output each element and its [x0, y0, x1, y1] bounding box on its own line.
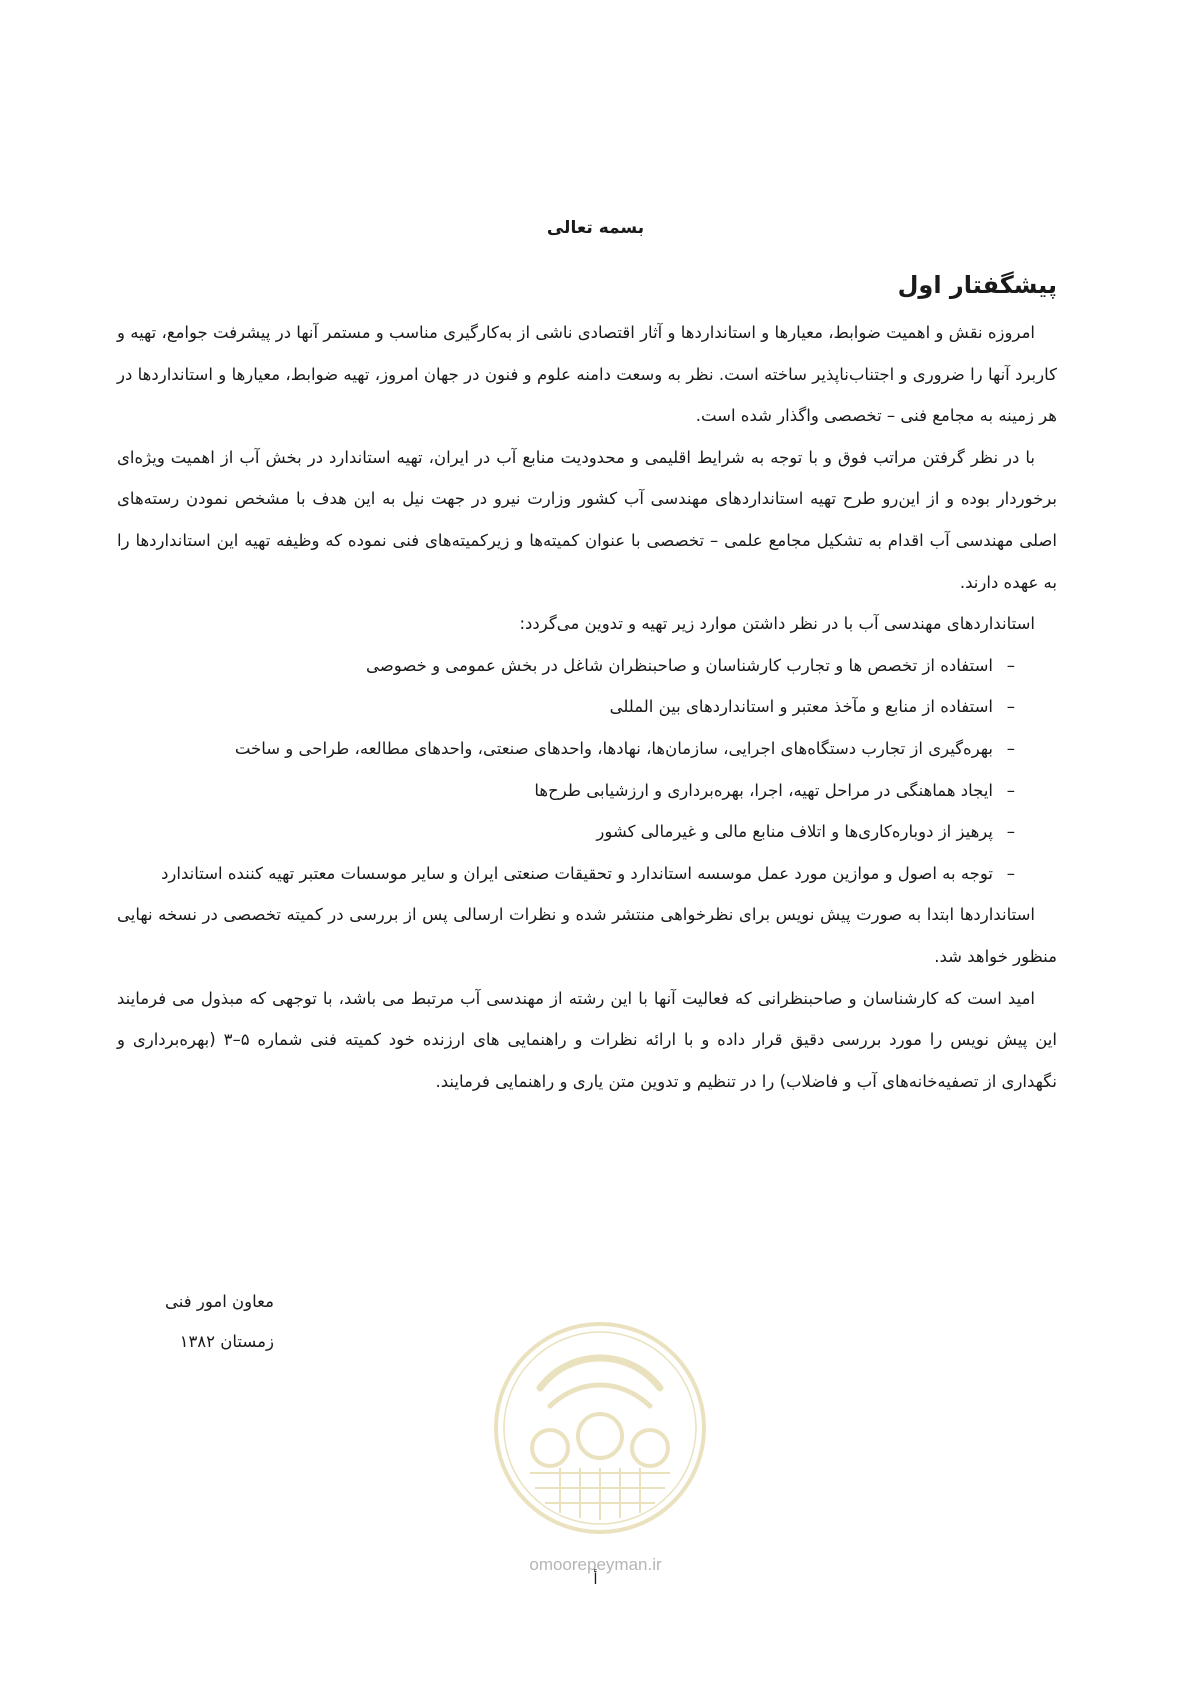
watermark-seal-icon — [490, 1318, 710, 1538]
paragraph-draft-note: استانداردها ابتدا به صورت پیش نویس برای نظرخواهی منتشر شده و نظرات ارسالی پس از بررسی در کمیته تخصصی در نسخه نهایی منظور خواهد شد. — [117, 905, 1057, 966]
list-item — [117, 853, 1015, 895]
bismillah-header: بسمه تعالی — [546, 218, 645, 238]
list-item-text: استفاده از تخصص ها و تجارب کارشناسان و صاحبنظران شاغل در بخش عمومی و خصوصی — [366, 655, 993, 675]
signature-block — [165, 1282, 274, 1362]
dash-bullet: – — [1006, 863, 1015, 883]
list-item-text: توجه به اصول و موازین مورد عمل موسسه استاندارد و تحقیقات صنعتی ایران و سایر موسسات معتبر تهیه کننده استاندارد — [161, 863, 993, 883]
paragraph-context: با در نظر گرفتن مراتب فوق و با توجه به شرایط اقلیمی و محدودیت منابع آب در ایران، تهیه استاندارد در بخش آب از اهمیت ویژه‌ای برخوردار بوده و از این‌رو طرح تهیه استانداردهای مهندسی آب کشور وزارت نیرو در جهت نیل به این هدف با مشخص نمودن رسته‌های اصلی مهندسی آب اقدام به تشکیل مجامع علمی – تخصصی با عنوان کمیته‌ها و زیرکمیته‌های فنی نموده که وظیفه تهیه این استانداردها را به عهده دارند. — [117, 447, 1057, 592]
dash-bullet: – — [1006, 655, 1015, 675]
list-item-text: استفاده از منابع و مآخذ معتبر و استانداردهای بین المللی — [609, 697, 993, 717]
signature-role: معاون امور فنی — [165, 1292, 274, 1311]
paragraph-closing: امید است که کارشناسان و صاحبنظرانی که فعالیت آنها با این رشته از مهندسی آب مرتبط می باشد، با توجهی که مبذول می فرمایند این پیش نویس را مورد بررسی دقیق قرار داده و با ارائه نظرات و راهنمایی های ارزنده خود کمیته فنی شماره ۵–۳ (بهره‌برداری و نگهداری از تصفیه‌خانه‌های آب و فاضلاب) را در تنظیم و تدوین متن یاری و راهنمایی فرمایند. — [117, 988, 1057, 1091]
list-item — [117, 686, 1015, 728]
dash-bullet: – — [1006, 697, 1015, 717]
dash-bullet: – — [1006, 738, 1015, 758]
dash-bullet: – — [1006, 780, 1015, 800]
page-title: پیشگفتار اول — [897, 271, 1057, 299]
list-item-text: ایجاد هماهنگی در مراحل تهیه، اجرا، بهره‌برداری و ارزشیابی طرح‌ها — [534, 780, 993, 800]
list-item-text: پرهیز از دوباره‌کاری‌ها و اتلاف منابع مالی و غیرمالی کشور — [596, 822, 993, 842]
list-item — [117, 728, 1015, 770]
criteria-list — [117, 645, 1057, 895]
list-item-text: بهره‌گیری از تجارب دستگاه‌های اجرایی، سازمان‌ها، نهادها، واحدهای صنعتی، واحدهای مطالعه، طراحی و ساخت — [234, 738, 993, 758]
page-number: أ — [593, 1570, 598, 1588]
list-item — [117, 811, 1015, 853]
watermark-website: omoorepeyman.ir — [529, 1555, 662, 1574]
dash-bullet: – — [1006, 822, 1015, 842]
paragraph-list-intro: استانداردهای مهندسی آب با در نظر داشتن موارد زیر تهیه و تدوین می‌گردد: — [519, 614, 1035, 634]
list-item — [117, 645, 1015, 687]
paragraph-intro: امروزه نقش و اهمیت ضوابط، معیارها و استانداردها و آثار اقتصادی ناشی از به‌کارگیری مناسب و مستمر آنها در پیشرفت جوامع، تهیه و کاربرد آنها را ضروری و اجتناب‌ناپذیر ساخته است. نظر به وسعت دامنه علوم و فنون در جهان امروز، تهیه ضوابط، معیارها و استانداردها در هر زمینه به مجامع فنی – تخصصی واگذار شده است. — [117, 323, 1057, 426]
signature-date: زمستان ۱۳۸۲ — [179, 1332, 274, 1351]
preface-content — [117, 268, 1057, 1102]
list-item — [117, 770, 1015, 812]
